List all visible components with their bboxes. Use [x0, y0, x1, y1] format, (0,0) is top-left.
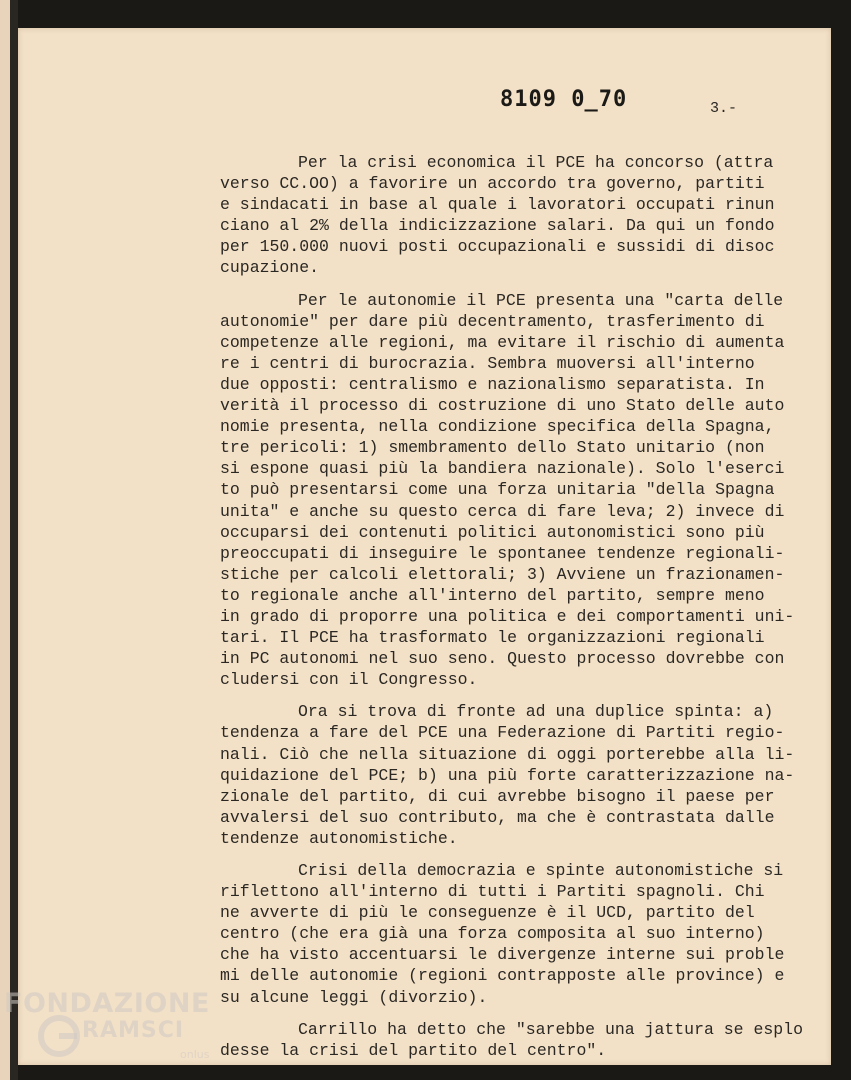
scan-gutter [10, 0, 18, 1080]
text-line: Carrillo ha detto che "sarebbe una jattura se esplo [298, 1019, 803, 1039]
text-line: su alcune leggi (divorzio). [220, 987, 488, 1007]
text-line: avvalersi del suo contributo, ma che è contrastata dalle [220, 807, 775, 827]
text-line: per 150.000 nuovi posti occupazionali e sussidi di disoc [220, 237, 775, 257]
paragraph-gap [220, 279, 780, 290]
fondazione-gramsci-logo [4, 988, 214, 1068]
paragraph-gap [220, 849, 780, 860]
text-line: nomie presenta, nella condizione specifica della Spagna, [220, 417, 775, 437]
text-line: in PC autonomi nel suo seno. Questo processo dovrebbe con [220, 649, 785, 669]
text-line: to può presentarsi come una forza unitaria "della Spagna [220, 480, 775, 500]
text-line: verso CC.OO) a favorire un accordo tra governo, partiti [220, 174, 765, 194]
text-line: unita" e anche su questo cerca di fare leva; 2) invece di [220, 501, 785, 521]
text-line: Crisi della democrazia e spinte autonomistiche si [298, 861, 784, 880]
text-line: tre pericoli: 1) smembramento dello Stato unitario (non [220, 438, 765, 458]
text-line: tendenze autonomistiche. [220, 828, 458, 848]
text-line: to regionale anche all'interno del partito, sempre meno [220, 585, 765, 605]
text-line: autonomie" per dare più decentramento, trasferimento di [220, 311, 765, 331]
page-marker: 3.- [710, 100, 738, 117]
watermark-line2: RAMSCI [82, 1018, 185, 1043]
text-line: Ora si trova di fronte ad una duplice spinta: a) [298, 702, 774, 722]
text-line: riflettono all'interno di tutti i Partiti spagnoli. Chi [220, 882, 765, 902]
text-line: quidazione del PCE; b) una più forte caratterizzazione na- [220, 765, 795, 785]
text-line: re i centri di burocrazia. Sembra muoversi all'interno [220, 353, 755, 373]
paragraph-gap [220, 1008, 780, 1019]
paragraph-gap [220, 690, 780, 701]
text-line: ciano al 2% della indicizzazione salari. Da qui un fondo [220, 216, 775, 236]
scan-background [0, 0, 10, 1080]
text-line: desse la crisi del partito del centro". [220, 1040, 607, 1060]
archive-stamp-number: 8109 0̲70 [500, 87, 628, 112]
text-line: cludersi con il Congresso. [220, 670, 478, 690]
text-line: si espone quasi più la bandiera nazionale). Solo l'eserci [220, 459, 785, 479]
text-line: cupazione. [220, 258, 320, 278]
text-line: competenze alle regioni, ma evitare il rischio di aumenta [220, 332, 785, 352]
text-line: in grado di proporre una politica e dei comportamenti uni- [220, 606, 795, 626]
text-line: mi delle autonomie (regioni contrapposte alle province) e [220, 966, 785, 986]
text-line: e sindacati in base al quale i lavoratori occupati rinun [220, 195, 775, 215]
text-line: due opposti: centralismo e nazionalismo separatista. In [220, 374, 765, 394]
text-line: occuparsi dei contenuti politici autonomistici sono più [220, 522, 765, 542]
text-line: zionale del partito, di cui avrebbe bisogno il paese per [220, 786, 775, 806]
text-line: preoccupati di inseguire le spontanee tendenze regionali- [220, 543, 785, 563]
text-line: tendenza a fare del PCE una Federazione di Partiti regio- [220, 723, 785, 743]
watermark-line1: FONDAZIONE [4, 988, 210, 1019]
text-line: verità il processo di costruzione di uno Stato delle auto [220, 396, 785, 416]
watermark-line3: onlus [180, 1048, 210, 1061]
text-line: che ha visto accentuarsi le divergenze interne sui proble [220, 945, 785, 965]
text-line: Per la crisi economica il PCE ha concorso (attra [298, 153, 774, 172]
text-line: stiche per calcoli elettorali; 3) Avviene un frazionamen- [220, 564, 785, 584]
text-line: centro (che era già una forza composita al suo interno) [220, 924, 765, 944]
text-line: tari. Il PCE ha trasformato le organizzazioni regionali [220, 628, 765, 648]
text-line: ne avverte di più le conseguenze è il UCD, partito del [220, 903, 755, 923]
text-line: Per le autonomie il PCE presenta una "carta delle [298, 290, 784, 310]
typewritten-text [220, 152, 803, 1061]
text-line: nali. Ciò che nella situazione di oggi porterebbe alla li- [220, 744, 795, 764]
gramsci-g-icon [36, 1013, 82, 1059]
